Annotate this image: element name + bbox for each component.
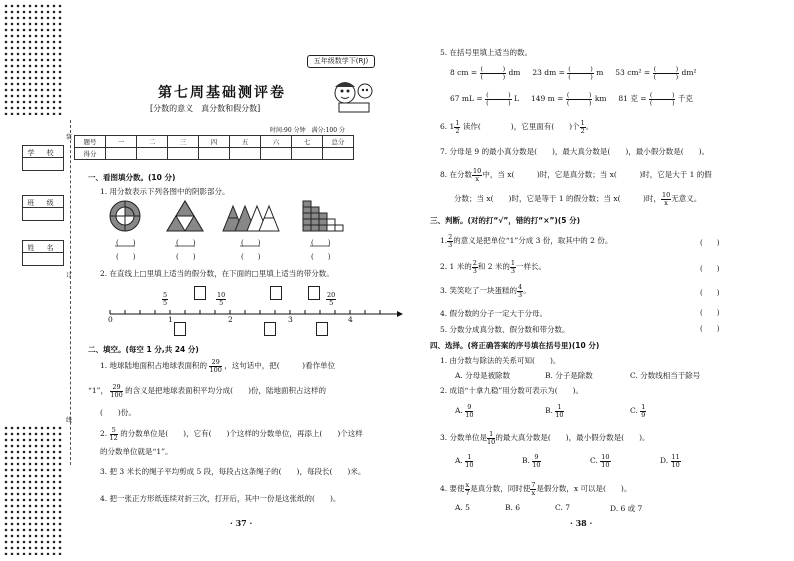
choice-3-option-d[interactable]: D. $\frac{11}{10}$ — [660, 453, 680, 469]
fraction-29-100: $\frac{29}{100}$ — [110, 383, 123, 399]
judge-answer-paren[interactable]: ( ) — [700, 265, 720, 273]
fill-3: 3. 把 3 米长的绳子平均剪成 5 段，每段占这条绳子的( )，每段长( )米。 — [100, 467, 366, 476]
score-head-7: 七 — [292, 136, 323, 148]
school-label: 学 校 — [27, 149, 59, 157]
choice-1-option-c[interactable]: C. 分数线相当于除号 — [630, 371, 701, 380]
number-line-fraction: $\frac{10}{5}$ — [217, 291, 226, 307]
number-line — [105, 308, 405, 322]
section-2-heading: 二、填空。(每空 1 分,共 24 分) — [88, 345, 199, 354]
answer-paren[interactable]: ( ) — [176, 253, 196, 261]
cartoon-mascot-icon — [325, 75, 380, 115]
choice-3-option-b[interactable]: B. $\frac{9}{10}$ — [522, 453, 541, 469]
section-1-heading: 一、看图填分数。(10 分) — [88, 173, 176, 182]
fill-8-line-2: 分数；当 x( )时，它是等于 1 的假分数；当 x( )时， $\frac{10}{x}$ 无意义。 — [454, 191, 702, 207]
score-cell[interactable] — [261, 148, 292, 160]
number-line-label-3: 3 — [288, 315, 293, 324]
fill-8-line-1: 8. 在分数 $\frac{10}{x}$ 中，当 x( )时，它是真分数；当 x( )时，它是大于 1 的假 — [440, 167, 712, 183]
score-head-5: 五 — [230, 136, 261, 148]
fill-5-row-1: 8 cm = $\frac{( )}{( )}$ dm 23 dm = $\frac{( )}{( )}$ m 53 cm² = $\frac{( )}{( )}$ dm² — [450, 65, 697, 81]
choice-2: 2. 成语“十拿九稳”用分数可表示为( )。 — [440, 386, 584, 395]
score-head-total: 总分 — [323, 136, 354, 148]
choice-4-option-d[interactable]: D. 6 或 7 — [610, 504, 643, 513]
dot-pattern-top — [3, 3, 63, 115]
judge-answer-paren[interactable]: ( ) — [700, 309, 720, 317]
fill-5-row-2: 67 mL = $\frac{( )}{( )}$ L 149 m = $\frac{( )}{( )}$ km 81 克 = $\frac{( )}{( )}$ 千克 — [450, 91, 693, 107]
choice-3-option-c[interactable]: C. $\frac{10}{10}$ — [590, 453, 610, 469]
choice-4-option-a[interactable]: A. 5 — [455, 503, 470, 512]
page-subtitle: [分数的意义 真分数和假分数] — [150, 104, 261, 113]
choice-1-option-a[interactable]: A. 分母是被除数 — [455, 371, 511, 380]
fill-1-text-d: 的含义是把地球表面积平均分成( )份，陆地面积占这样的 — [125, 386, 327, 395]
grade-tag: 五年级数学下(RJ) — [307, 55, 375, 68]
number-line-label-0: 0 — [108, 315, 113, 324]
answer-paren[interactable]: ( ) — [176, 239, 196, 247]
mixed-number-box[interactable] — [174, 322, 186, 336]
answer-paren[interactable]: ( ) — [116, 253, 136, 261]
judge-1: 1. $\frac{2}{3}$ 的意义是把单位“1”分成 3 份，取其中的 2 份。 — [440, 233, 613, 249]
choice-1-option-b[interactable]: B. 分子是除数 — [545, 371, 593, 380]
choice-1: 1. 由分数与除法的关系可知( )。 — [440, 356, 561, 365]
binding-line — [70, 120, 71, 465]
judge-5: 5. 分数分成真分数、假分数和带分数。 — [440, 325, 570, 334]
score-head-3: 三 — [168, 136, 199, 148]
choice-2-option-c[interactable]: C. $\frac{1}{9}$ — [630, 403, 646, 419]
fill-1-text-b: ，这句话中，把( )看作单位 — [224, 361, 336, 370]
answer-paren[interactable]: ( ) — [241, 239, 261, 247]
mixed-number-box[interactable] — [316, 322, 328, 336]
fill-2-line-2: 的分数单位就是“1”。 — [100, 447, 173, 456]
choice-2-option-a[interactable]: A. $\frac{9}{10}$ — [455, 403, 474, 419]
score-cell[interactable] — [292, 148, 323, 160]
fill-1-text-c: “1”， — [88, 386, 108, 395]
fill-7: 7. 分母是 9 的最小真分数是( )，最大真分数是( )，最小假分数是( )。 — [440, 147, 710, 156]
answer-paren[interactable]: ( ) — [241, 253, 261, 261]
fill-1-line-1 — [100, 359, 335, 373]
name-field[interactable] — [22, 240, 64, 266]
fill-1-line-3: ( )份。 — [100, 408, 136, 417]
score-label: 得分 — [75, 148, 106, 160]
binding-mark-2: 订 — [66, 272, 73, 279]
score-head-6: 六 — [261, 136, 292, 148]
name-label: 姓 名 — [27, 244, 59, 252]
binding-mark-1: 装 — [66, 134, 73, 141]
score-cell[interactable] — [106, 148, 137, 160]
score-cell[interactable] — [199, 148, 230, 160]
judge-3: 3. 笑笑吃了一块蛋糕的 $\frac{4}{3}$ 。 — [440, 283, 531, 299]
fill-1-text-a: 1. 地球陆地面积占地球表面积的 — [100, 361, 208, 370]
fraction-5-12: $\frac{5}{12}$ — [109, 426, 118, 442]
choice-4-option-b[interactable]: B. 6 — [505, 503, 521, 512]
score-table — [74, 135, 354, 160]
answer-paren[interactable]: ( ) — [116, 239, 136, 247]
mixed-number-box[interactable] — [264, 322, 276, 336]
binding-mark-3: 线 — [66, 417, 73, 424]
number-line-label-4: 4 — [348, 315, 353, 324]
improper-fraction-box[interactable] — [308, 286, 320, 300]
answer-paren[interactable]: ( ) — [311, 239, 331, 247]
choice-4-option-c[interactable]: C. 7 — [555, 503, 571, 512]
choice-4: 4. 要使 $\frac{x}{7}$ 是真分数，同时使 $\frac{7}{x}$ 是假分数，x 可以是( )。 — [440, 481, 632, 497]
page-number-right: · 38 · — [570, 518, 593, 528]
fraction-29-100: $\frac{29}{100}$ — [209, 358, 222, 374]
score-cell[interactable] — [137, 148, 168, 160]
section-4-heading: 四、选择。(将正确答案的序号填在括号里)(10 分) — [430, 341, 600, 350]
score-head-4: 四 — [199, 136, 230, 148]
number-line-fraction: $\frac{20}{5}$ — [327, 291, 336, 307]
fill-2-line-1 — [100, 427, 363, 441]
class-label: 班 级 — [27, 199, 59, 207]
score-cell[interactable] — [323, 148, 354, 160]
page-number-left: · 37 · — [230, 518, 253, 528]
answer-paren[interactable]: ( ) — [311, 253, 331, 261]
judge-answer-paren[interactable]: ( ) — [700, 325, 720, 333]
improper-fraction-box[interactable] — [194, 286, 206, 300]
number-line-fraction: $\frac{5}{5}$ — [163, 291, 168, 307]
fill-5: 5. 在括号里填上适当的数。 — [440, 48, 533, 57]
choice-3: 3. 分数单位是 $\frac{1}{10}$ 的最大真分数是( )，最小假分数是( )。 — [440, 430, 650, 446]
page-title: 第七周基础测评卷 — [158, 85, 286, 101]
fill-4: 4. 把一张正方形纸连续对折三次，打开后，其中一份是这张纸的( )。 — [100, 494, 341, 503]
score-head-2: 二 — [137, 136, 168, 148]
school-field[interactable] — [22, 145, 64, 171]
fill-6: 6. 1 $\frac{1}{2}$ 读作( )，它里面有( )个 $\frac{1}{2}$ 。 — [440, 119, 594, 135]
judge-4: 4. 假分数的分子一定大于分母。 — [440, 309, 548, 318]
choice-2-option-b[interactable]: B. $\frac{1}{10}$ — [545, 403, 564, 419]
class-field[interactable] — [22, 195, 64, 221]
exam-time: 时间:90 分钟 满分:100 分 — [270, 127, 345, 134]
number-line-label-1: 1 — [168, 315, 173, 324]
improper-fraction-box[interactable] — [270, 286, 282, 300]
score-cell[interactable] — [230, 148, 261, 160]
number-line-label-2: 2 — [228, 315, 233, 324]
fill-1-line-2 — [88, 384, 326, 398]
judge-answer-paren[interactable]: ( ) — [700, 289, 720, 297]
question-1-1: 1. 用分数表示下列各图中的阴影部分。 — [100, 187, 230, 196]
score-head-1: 一 — [106, 136, 137, 148]
judge-2: 2. 1 米的 $\frac{2}{3}$ 和 2 米的 $\frac{1}{3}$ 一样长。 — [440, 259, 547, 275]
section-3-heading: 三、判断。(对的打“√”，错的打“×”)(5 分) — [430, 216, 581, 225]
score-cell[interactable] — [168, 148, 199, 160]
judge-answer-paren[interactable]: ( ) — [700, 239, 720, 247]
fill-2-text-a: 2. — [100, 429, 108, 438]
choice-3-option-a[interactable]: A. $\frac{1}{10}$ — [455, 453, 474, 469]
question-1-2: 2. 在直线上□里填上适当的假分数，在下面的□里填上适当的带分数。 — [100, 269, 334, 278]
score-head-0: 题号 — [75, 136, 106, 148]
dot-pattern-bottom — [3, 425, 63, 555]
fill-2-text-b: 的分数单位是( )，它有( )个这样的分数单位，再添上( )个这样 — [120, 429, 363, 438]
